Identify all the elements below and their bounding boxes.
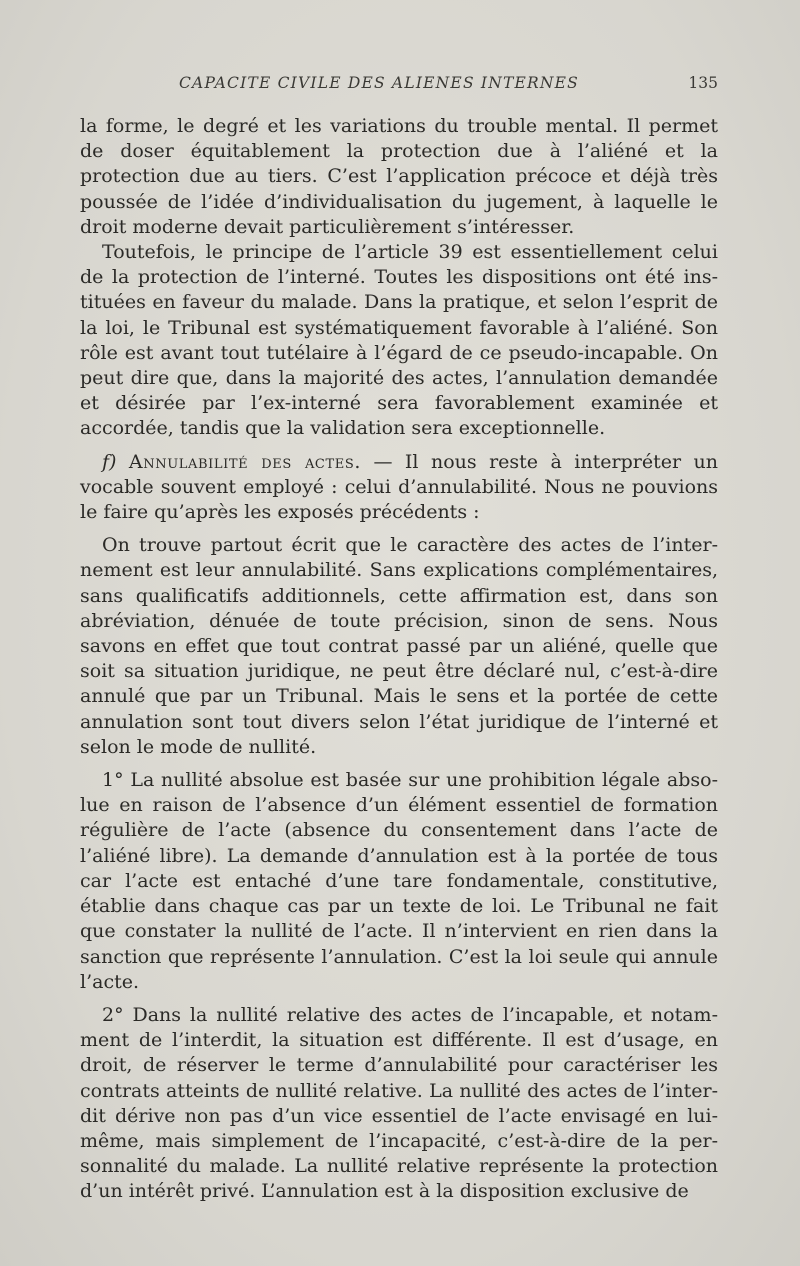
section-label: f) (102, 450, 117, 473)
paragraph-5: 1° La nullité absolue est basée sur une prohibition légale absolue en raison de l’absence d’un élément essentiel de formation régulière de l’acte (absence du consentement dans l’acte de l’aliéné libre). La demande d’annulation est à la portée de tous car l’acte est entaché d’une tare fondamentale, constitutive, établie dans chaque cas par un texte de loi. Le Tribunal ne fait que constater la nullité de l’acte. Il n’intervient en rien dans la sanction que représente l’annulation. C’est la loi seule qui annule l’acte. (80, 769, 718, 993)
paragraph-1: la forme, le degré et les variations du trouble mental. Il permet de doser équitablement la protection due à l’aliéné et la protection due au tiers. C’est l’application précoce et déjà très poussée de l’idée d’individualisation du jugement, à laquelle le droit moderne devait particulièrement s’intéresser. (80, 115, 718, 238)
paragraph-3 (80, 450, 718, 526)
paragraph-3-text: — Il nous reste à interpréter un vocable souvent employé : celui d’annulabilité. Nous ne pouvions le faire qu’après les exposés précédents : (80, 450, 718, 524)
page-header (80, 74, 718, 98)
running-title: CAPACITE CIVILE DES ALIENES INTERNES (179, 74, 579, 92)
paragraph-4: On trouve partout écrit que le caractère des actes de l’internement est leur annulabilité. Sans explications complémentaires, sans qualificatifs additionnels, cette affirmation est, dans son abréviation, dénuée de toute précision, sinon de sens. Nous savons en effet que tout contrat passé par un aliéné, quelle que soit sa situation juridique, ne peut être déclaré nul, c’est-à-dire annulé que par un Tribunal. Mais le sens et la portée de cette annulation sont tout divers selon l’état juridique de l’interné et selon le mode de nullité. (80, 534, 718, 758)
paragraph-2: Toutefois, le principe de l’article 39 est essentiellement celui de la protection de l’interné. Toutes les dispositions ont été instituées en faveur du malade. Dans la pratique, et selon l’esprit de la loi, le Tribunal est systématiquement favorable à l’aliéné. Son rôle est avant tout tutélaire à l’égard de ce pseudo-incapable. On peut dire que, dans la majorité des actes, l’annulation demandée et désirée par l’ex-interné sera favorablement examinée et accordée, tandis que la validation sera exceptionnelle. (80, 241, 718, 440)
section-heading: Annulabilité des actes. (128, 450, 361, 473)
page-number: 135 (688, 74, 718, 92)
paragraph-6: 2° Dans la nullité relative des actes de l’incapable, et notamment de l’interdit, la situation est différente. Il est d’usage, en droit, de réserver le terme d’annulabilité pour caractériser les contrats atteints de nullité relative. La nullité des actes de l’interdit dérive non pas d’un vice essentiel de l’acte envisagé en lui-même, mais simplement de l’incapacité, c’est-à-dire de la personnalité du malade. La nullité relative représente la protection d’un intérêt privé. L’annulation est à la disposition exclusive de (80, 1003, 718, 1203)
body-text (80, 114, 718, 1205)
